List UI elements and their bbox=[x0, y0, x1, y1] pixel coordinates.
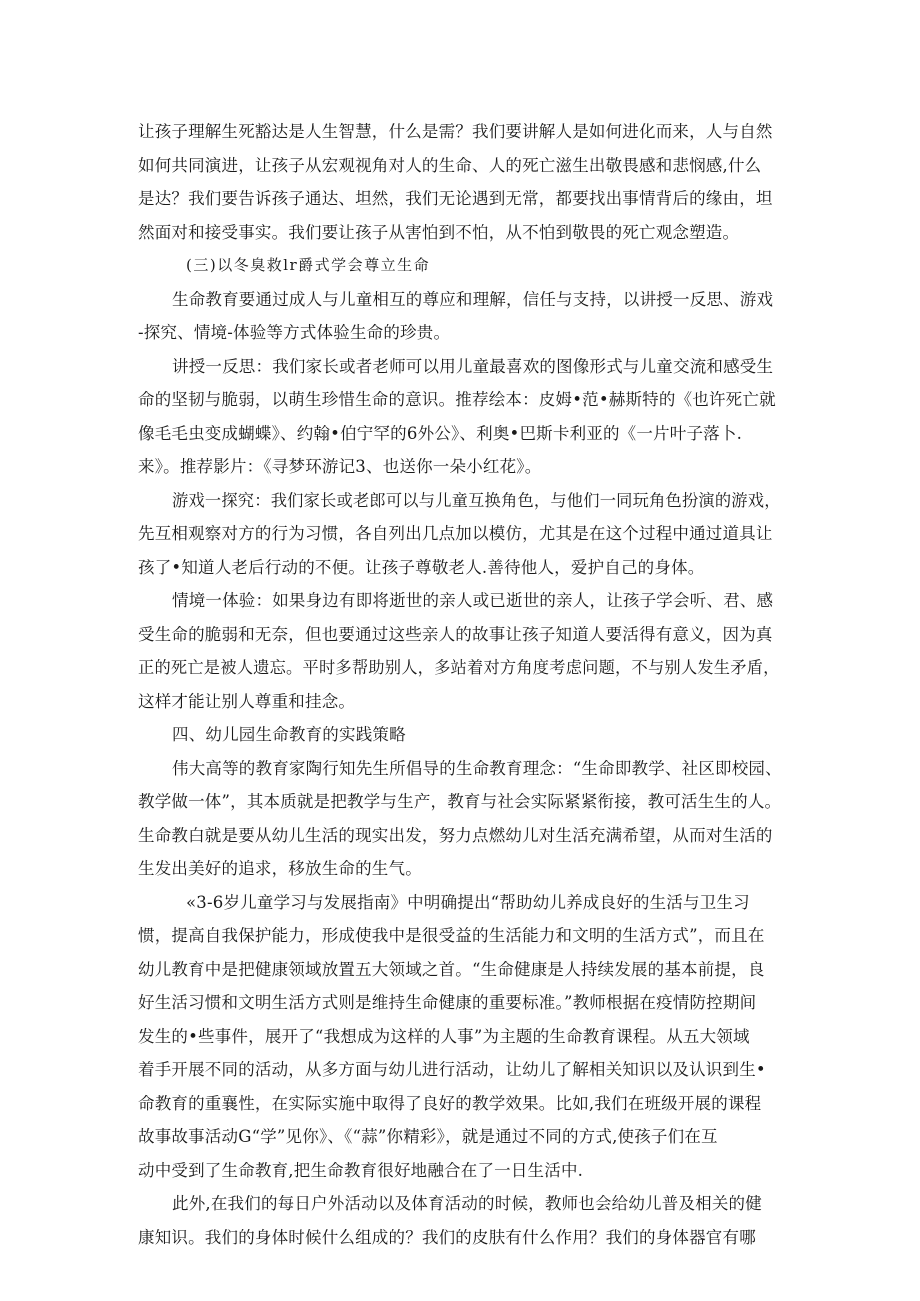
section-heading: (三)以冬臭救lr爵式学会尊立生命 bbox=[186, 256, 431, 274]
text-line: 伟大高等的教育家陶行知先生所倡导的生命教育理念：“生命即教学、社区即校园、 bbox=[172, 758, 782, 778]
section-heading: 四、幼儿园生命教育的实践策略 bbox=[172, 725, 406, 744]
text-line: 此外,在我们的每日户外活动以及体育活动的时候，教师也会给幼儿普及相关的健 bbox=[172, 1194, 762, 1213]
text-line: 讲授一反思：我们家长或者老师可以用儿童最喜欢的图像形式与儿童交流和感受生 bbox=[172, 356, 774, 376]
text-line: 发生的•些事件，展开了“我想成为这样的人事”为主题的生命教育课程。从五大领域 bbox=[138, 1026, 750, 1046]
text-line: 孩了•知道人老后行动的不便。让孩子尊敬老人.善待他人，爱护自己的身体。 bbox=[138, 557, 705, 577]
text-line: 命的坚韧与脆弱，以萌生珍惜生命的意识。推荐绘本：皮姆•范•赫斯特的《也许死亡就 bbox=[138, 390, 776, 409]
text-line: 故事故事活动G“学”见你》、《“蒜”你精彩》，就是通过不同的方式,使孩子们在互 bbox=[138, 1127, 718, 1146]
text-line: 正的死亡是被人遗忘。平时多帮助别人，多站着对方角度考虑问题，不与别人发生矛盾， bbox=[138, 658, 780, 677]
text-line: 生命教育要通过成人与儿童相互的尊应和理解，信任与支持，以讲授一反思、游戏 bbox=[172, 289, 774, 309]
text-line: 情境一体验：如果身边有即将逝世的亲人或已逝世的亲人，让孩子学会听、君、感 bbox=[172, 591, 774, 610]
text-line: -探究、情境-体验等方式体验生命的珍贵。 bbox=[138, 323, 451, 342]
text-line: 惯，提高自我保护能力，形成使我中是很受益的生活能力和文明的生活方式”，而且在 bbox=[138, 926, 765, 945]
text-line: 如何共同演进，让孩子从宏观视角对人的生命、人的死亡滋生出敬畏感和悲悯感,什么 bbox=[138, 155, 762, 175]
text-line: 好生活习惯和文明生活方式则是维持生命健康的重要标准。”教师根据在疫情防控期间 bbox=[138, 993, 757, 1012]
text-line: 教学做一体”，其本质就是把教学与生产，教育与社会实际紧紧衔接，教可活生生的人。 bbox=[138, 792, 782, 811]
text-line: 这样才能让别人尊重和挂念。 bbox=[138, 691, 356, 711]
text-line: 幼儿教育中是把健康领域放置五大领域之首。“生命健康是人持续发展的基本前提，良 bbox=[138, 959, 765, 979]
text-line: 生发出美好的追求，移放生命的生气。 bbox=[138, 859, 422, 878]
text-line: 受生命的脆弱和无奈，但也要通过这些亲人的故事让孩子知道人要活得有意义，因为真 bbox=[138, 624, 773, 644]
text-line: «3-6岁儿童学习与发展指南》中明确提出“帮助幼儿养成良好的生活与卫生习 bbox=[186, 892, 750, 912]
text-line: 动中受到了生命教育,把生命教育很好地融合在了一日生活中. bbox=[138, 1160, 584, 1180]
document-body bbox=[138, 115, 788, 1254]
text-line: 让孩子理解生死豁达是人生智慧，什么是需？我们要讲解人是如何进化而来，人与自然 bbox=[138, 122, 773, 141]
text-line: 游戏一探究：我们家长或老郎可以与儿童互换角色，与他们一同玩角色扮演的游戏， bbox=[172, 490, 781, 510]
text-line: 来》。推荐影片：《寻梦环游记3、也送你一朵小红花》。 bbox=[138, 457, 542, 476]
text-line: 然面对和接受事实。我们要让孩子从害怕到不怕，从不怕到敬畏的死亡观念塑造。 bbox=[138, 222, 740, 242]
text-line: 康知识。我们的身体时候什么组成的？我们的皮肤有什么作用？我们的身体器官有哪 bbox=[138, 1227, 756, 1247]
text-line: 命教育的重襄性，在实际实施中取得了良好的教学效果。比如,我们在班级开展的课程 bbox=[138, 1093, 762, 1113]
text-line: 生命教白就是要从幼儿生活的现实出发，努力点燃幼儿对生活充满希望，从而对生活的 bbox=[138, 825, 773, 845]
text-line: 先互相观察对方的行为习惯，各自列出几点加以模仿，尤其是在这个过程中通过道具让 bbox=[138, 524, 773, 543]
text-line: 像毛毛虫变成蝴蝶》、约翰•伯宁罕的6外公》、利奥•巴斯卡利亚的《一片叶子落卜. bbox=[138, 423, 743, 443]
text-line: 是达？我们要告诉孩子通达、坦然，我们无论遇到无常，都要找出事情背后的缘由，坦 bbox=[138, 189, 773, 208]
text-line: 着手开展不同的活动，从多方面与幼儿进行活动，让幼儿了解相关知识以及认识到生• bbox=[138, 1060, 766, 1079]
